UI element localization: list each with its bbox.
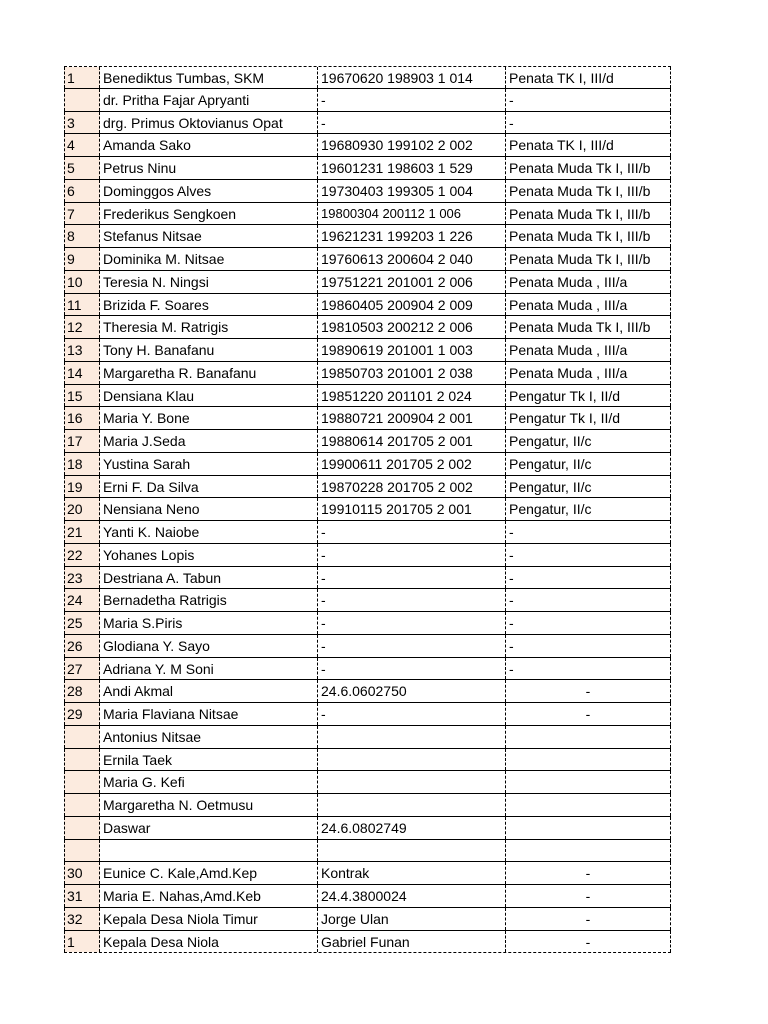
cell-nip[interactable]: - xyxy=(318,567,506,589)
cell-number[interactable]: 27 xyxy=(64,658,100,680)
table-row xyxy=(64,89,671,112)
cell-number[interactable]: 12 xyxy=(64,316,100,338)
cell-rank[interactable]: - xyxy=(506,862,671,884)
cell-nip[interactable]: 19601231 198603 1 529 xyxy=(318,157,506,179)
cell-rank[interactable]: - xyxy=(506,567,671,589)
cell-rank[interactable]: - xyxy=(506,635,671,657)
cell-name[interactable]: Margaretha R. Banafanu xyxy=(100,362,318,384)
cell-rank[interactable]: - xyxy=(506,680,671,702)
cell-name[interactable]: Maria G. Kefi xyxy=(100,771,318,793)
table-row xyxy=(64,339,671,362)
cell-number[interactable]: 28 xyxy=(64,680,100,702)
cell-nip[interactable]: 19730403 199305 1 004 xyxy=(318,180,506,202)
table-row xyxy=(64,180,671,203)
cell-nip[interactable]: 19890619 201001 1 003 xyxy=(318,339,506,361)
cell-number[interactable]: 20 xyxy=(64,498,100,520)
cell-nip[interactable]: 19880614 201705 2 001 xyxy=(318,430,506,452)
table-row xyxy=(64,112,671,135)
cell-rank[interactable]: Penata TK I, III/d xyxy=(506,134,671,156)
cell-number[interactable]: 8 xyxy=(64,225,100,247)
cell-name[interactable]: Benediktus Tumbas, SKM xyxy=(100,67,318,88)
cell-rank[interactable]: Penata Muda Tk I, III/b xyxy=(506,225,671,247)
cell-number[interactable]: 15 xyxy=(64,385,100,407)
cell-nip[interactable] xyxy=(318,771,506,793)
cell-rank[interactable]: Pengatur, II/c xyxy=(506,430,671,452)
table-row xyxy=(64,885,671,908)
table-row xyxy=(64,316,671,339)
table-row xyxy=(64,271,671,294)
cell-number[interactable]: 30 xyxy=(64,862,100,884)
cell-nip[interactable]: - xyxy=(318,658,506,680)
cell-nip[interactable]: - xyxy=(318,589,506,611)
cell-rank[interactable]: Pengatur, II/c xyxy=(506,476,671,498)
table-row xyxy=(64,66,671,89)
cell-rank[interactable]: Penata TK I, III/d xyxy=(506,67,671,88)
cell-name[interactable]: Maria Flaviana Nitsae xyxy=(100,703,318,725)
table-row xyxy=(64,225,671,248)
cell-number[interactable]: 4 xyxy=(64,134,100,156)
cell-name[interactable]: Glodiana Y. Sayo xyxy=(100,635,318,657)
cell-rank[interactable] xyxy=(506,840,671,862)
table-row xyxy=(64,931,671,954)
cell-number[interactable]: 21 xyxy=(64,521,100,543)
cell-name[interactable]: Erni F. Da Silva xyxy=(100,476,318,498)
cell-rank[interactable]: Penata Muda Tk I, III/b xyxy=(506,316,671,338)
cell-number[interactable] xyxy=(64,726,100,748)
cell-rank[interactable]: Penata Muda Tk I, III/b xyxy=(506,248,671,270)
table-row xyxy=(64,385,671,408)
cell-name[interactable]: Frederikus Sengkoen xyxy=(100,203,318,225)
cell-name[interactable]: Maria Y. Bone xyxy=(100,407,318,429)
cell-rank[interactable]: Penata Muda , III/a xyxy=(506,362,671,384)
table-row xyxy=(64,362,671,385)
cell-rank[interactable]: Penata Muda Tk I, III/b xyxy=(506,180,671,202)
cell-name[interactable]: Amanda Sako xyxy=(100,134,318,156)
cell-name[interactable]: Andi Akmal xyxy=(100,680,318,702)
cell-name[interactable]: Petrus Ninu xyxy=(100,157,318,179)
cell-rank[interactable] xyxy=(506,726,671,748)
cell-number[interactable] xyxy=(64,89,100,111)
cell-rank[interactable]: - xyxy=(506,112,671,134)
cell-number[interactable] xyxy=(64,840,100,862)
table-row xyxy=(64,430,671,453)
cell-number[interactable]: 18 xyxy=(64,453,100,475)
cell-name[interactable]: dr. Pritha Fajar Apryanti xyxy=(100,89,318,111)
cell-name[interactable]: Maria S.Piris xyxy=(100,612,318,634)
table-row xyxy=(64,203,671,226)
cell-name[interactable]: Ernila Taek xyxy=(100,749,318,771)
cell-name[interactable]: Maria J.Seda xyxy=(100,430,318,452)
cell-name[interactable]: Yustina Sarah xyxy=(100,453,318,475)
cell-nip[interactable]: 19751221 201001 2 006 xyxy=(318,271,506,293)
table-row xyxy=(64,726,671,749)
cell-rank[interactable]: Pengatur Tk I, II/d xyxy=(506,385,671,407)
spreadsheet-table xyxy=(64,66,671,953)
cell-number[interactable]: 16 xyxy=(64,407,100,429)
cell-number[interactable] xyxy=(64,817,100,839)
table-row xyxy=(64,703,671,726)
cell-number[interactable]: 23 xyxy=(64,567,100,589)
cell-name[interactable]: Eunice C. Kale,Amd.Kep xyxy=(100,862,318,884)
cell-number[interactable]: 1 xyxy=(64,931,100,953)
cell-nip[interactable]: 19870228 201705 2 002 xyxy=(318,476,506,498)
cell-nip[interactable]: Gabriel Funan xyxy=(318,931,506,953)
cell-name[interactable]: Adriana Y. M Soni xyxy=(100,658,318,680)
cell-nip[interactable]: 19621231 199203 1 226 xyxy=(318,225,506,247)
cell-nip[interactable]: 24.6.0802749 xyxy=(318,817,506,839)
cell-number[interactable]: 31 xyxy=(64,885,100,907)
cell-nip[interactable]: Jorge Ulan xyxy=(318,908,506,930)
table-row xyxy=(64,680,671,703)
table-row xyxy=(64,453,671,476)
cell-rank[interactable]: - xyxy=(506,612,671,634)
cell-rank[interactable]: Pengatur Tk I, II/d xyxy=(506,407,671,429)
cell-nip[interactable]: 19760613 200604 2 040 xyxy=(318,248,506,270)
cell-rank[interactable]: Penata Muda , III/a xyxy=(506,271,671,293)
cell-name[interactable]: Destriana A. Tabun xyxy=(100,567,318,589)
cell-nip[interactable]: 19810503 200212 2 006 xyxy=(318,316,506,338)
cell-number[interactable] xyxy=(64,794,100,816)
table-row xyxy=(64,544,671,567)
table-row xyxy=(64,157,671,180)
cell-nip[interactable]: 19851220 201101 2 024 xyxy=(318,385,506,407)
cell-nip[interactable]: 19880721 200904 2 001 xyxy=(318,407,506,429)
table-row xyxy=(64,771,671,794)
cell-number[interactable]: 11 xyxy=(64,294,100,316)
cell-rank[interactable] xyxy=(506,749,671,771)
table-row xyxy=(64,817,671,840)
cell-rank[interactable]: - xyxy=(506,89,671,111)
cell-name[interactable]: Yanti K. Naiobe xyxy=(100,521,318,543)
cell-nip[interactable]: 19900611 201705 2 002 xyxy=(318,453,506,475)
table-row xyxy=(64,294,671,317)
cell-rank[interactable]: Penata Muda Tk I, III/b xyxy=(506,203,671,225)
table-row xyxy=(64,476,671,499)
cell-nip[interactable]: 19800304 200112 1 006 xyxy=(318,203,506,225)
table-row xyxy=(64,862,671,885)
cell-number[interactable]: 26 xyxy=(64,635,100,657)
cell-rank[interactable]: - xyxy=(506,589,671,611)
cell-name[interactable]: Kepala Desa Niola Timur xyxy=(100,908,318,930)
table-row xyxy=(64,612,671,635)
cell-number[interactable]: 7 xyxy=(64,203,100,225)
cell-number[interactable]: 10 xyxy=(64,271,100,293)
cell-number[interactable]: 1 xyxy=(64,67,100,88)
cell-rank[interactable]: Penata Muda , III/a xyxy=(506,339,671,361)
cell-rank[interactable]: - xyxy=(506,521,671,543)
table-row xyxy=(64,635,671,658)
cell-name[interactable]: Dominika M. Nitsae xyxy=(100,248,318,270)
table-row xyxy=(64,749,671,772)
cell-nip[interactable]: - xyxy=(318,521,506,543)
cell-number[interactable]: 9 xyxy=(64,248,100,270)
cell-nip[interactable]: Kontrak xyxy=(318,862,506,884)
cell-nip[interactable]: - xyxy=(318,703,506,725)
cell-rank[interactable]: Penata Muda Tk I, III/b xyxy=(506,157,671,179)
cell-number[interactable]: 13 xyxy=(64,339,100,361)
cell-rank[interactable]: Pengatur, II/c xyxy=(506,453,671,475)
cell-rank[interactable]: Penata Muda , III/a xyxy=(506,294,671,316)
cell-number[interactable] xyxy=(64,771,100,793)
cell-rank[interactable] xyxy=(506,794,671,816)
cell-name[interactable]: Maria E. Nahas,Amd.Keb xyxy=(100,885,318,907)
cell-rank[interactable]: - xyxy=(506,908,671,930)
cell-number[interactable]: 6 xyxy=(64,180,100,202)
cell-nip[interactable] xyxy=(318,726,506,748)
table-row xyxy=(64,407,671,430)
cell-name[interactable]: Teresia N. Ningsi xyxy=(100,271,318,293)
table-row xyxy=(64,658,671,681)
cell-name[interactable]: Kepala Desa Niola xyxy=(100,931,318,953)
cell-nip[interactable] xyxy=(318,794,506,816)
cell-rank[interactable] xyxy=(506,817,671,839)
cell-number[interactable]: 25 xyxy=(64,612,100,634)
cell-name[interactable]: Nensiana Neno xyxy=(100,498,318,520)
cell-number[interactable]: 5 xyxy=(64,157,100,179)
cell-number[interactable]: 22 xyxy=(64,544,100,566)
cell-number[interactable]: 14 xyxy=(64,362,100,384)
cell-name[interactable]: Theresia M. Ratrigis xyxy=(100,316,318,338)
table-row xyxy=(64,567,671,590)
cell-name[interactable]: Dominggos Alves xyxy=(100,180,318,202)
table-row xyxy=(64,794,671,817)
table-row xyxy=(64,840,671,863)
cell-name[interactable]: Daswar xyxy=(100,817,318,839)
cell-name[interactable]: Brizida F. Soares xyxy=(100,294,318,316)
cell-nip[interactable]: 24.6.0602750 xyxy=(318,680,506,702)
cell-nip[interactable]: - xyxy=(318,89,506,111)
cell-nip[interactable]: - xyxy=(318,635,506,657)
cell-nip[interactable]: 24.4.3800024 xyxy=(318,885,506,907)
cell-rank[interactable]: - xyxy=(506,658,671,680)
cell-nip[interactable]: 19680930 199102 2 002 xyxy=(318,134,506,156)
cell-name[interactable]: Densiana Klau xyxy=(100,385,318,407)
cell-number[interactable] xyxy=(64,749,100,771)
table-row xyxy=(64,248,671,271)
cell-name[interactable]: Tony H. Banafanu xyxy=(100,339,318,361)
cell-nip[interactable]: - xyxy=(318,612,506,634)
table-row xyxy=(64,498,671,521)
cell-rank[interactable]: - xyxy=(506,703,671,725)
cell-name[interactable]: Antonius Nitsae xyxy=(100,726,318,748)
cell-number[interactable]: 32 xyxy=(64,908,100,930)
cell-nip[interactable]: - xyxy=(318,112,506,134)
cell-nip[interactable]: - xyxy=(318,544,506,566)
cell-nip[interactable]: 19860405 200904 2 009 xyxy=(318,294,506,316)
cell-rank[interactable] xyxy=(506,771,671,793)
cell-number[interactable]: 29 xyxy=(64,703,100,725)
table-row xyxy=(64,521,671,544)
cell-name[interactable]: Bernadetha Ratrigis xyxy=(100,589,318,611)
cell-rank[interactable]: - xyxy=(506,885,671,907)
table-row xyxy=(64,589,671,612)
table-row xyxy=(64,134,671,157)
cell-rank[interactable]: - xyxy=(506,931,671,953)
cell-number[interactable]: 24 xyxy=(64,589,100,611)
cell-nip[interactable]: 19910115 201705 2 001 xyxy=(318,498,506,520)
cell-number[interactable]: 19 xyxy=(64,476,100,498)
cell-name[interactable]: drg. Primus Oktovianus Opat xyxy=(100,112,318,134)
cell-rank[interactable]: - xyxy=(506,544,671,566)
table-row xyxy=(64,908,671,931)
cell-rank[interactable]: Pengatur, II/c xyxy=(506,498,671,520)
cell-number[interactable]: 17 xyxy=(64,430,100,452)
cell-name[interactable]: Stefanus Nitsae xyxy=(100,225,318,247)
cell-name[interactable] xyxy=(100,840,318,862)
cell-nip[interactable]: 19850703 201001 2 038 xyxy=(318,362,506,384)
cell-nip[interactable] xyxy=(318,840,506,862)
cell-nip[interactable] xyxy=(318,749,506,771)
cell-name[interactable]: Margaretha N. Oetmusu xyxy=(100,794,318,816)
cell-number[interactable]: 3 xyxy=(64,112,100,134)
cell-nip[interactable]: 19670620 198903 1 014 xyxy=(318,67,506,88)
cell-name[interactable]: Yohanes Lopis xyxy=(100,544,318,566)
